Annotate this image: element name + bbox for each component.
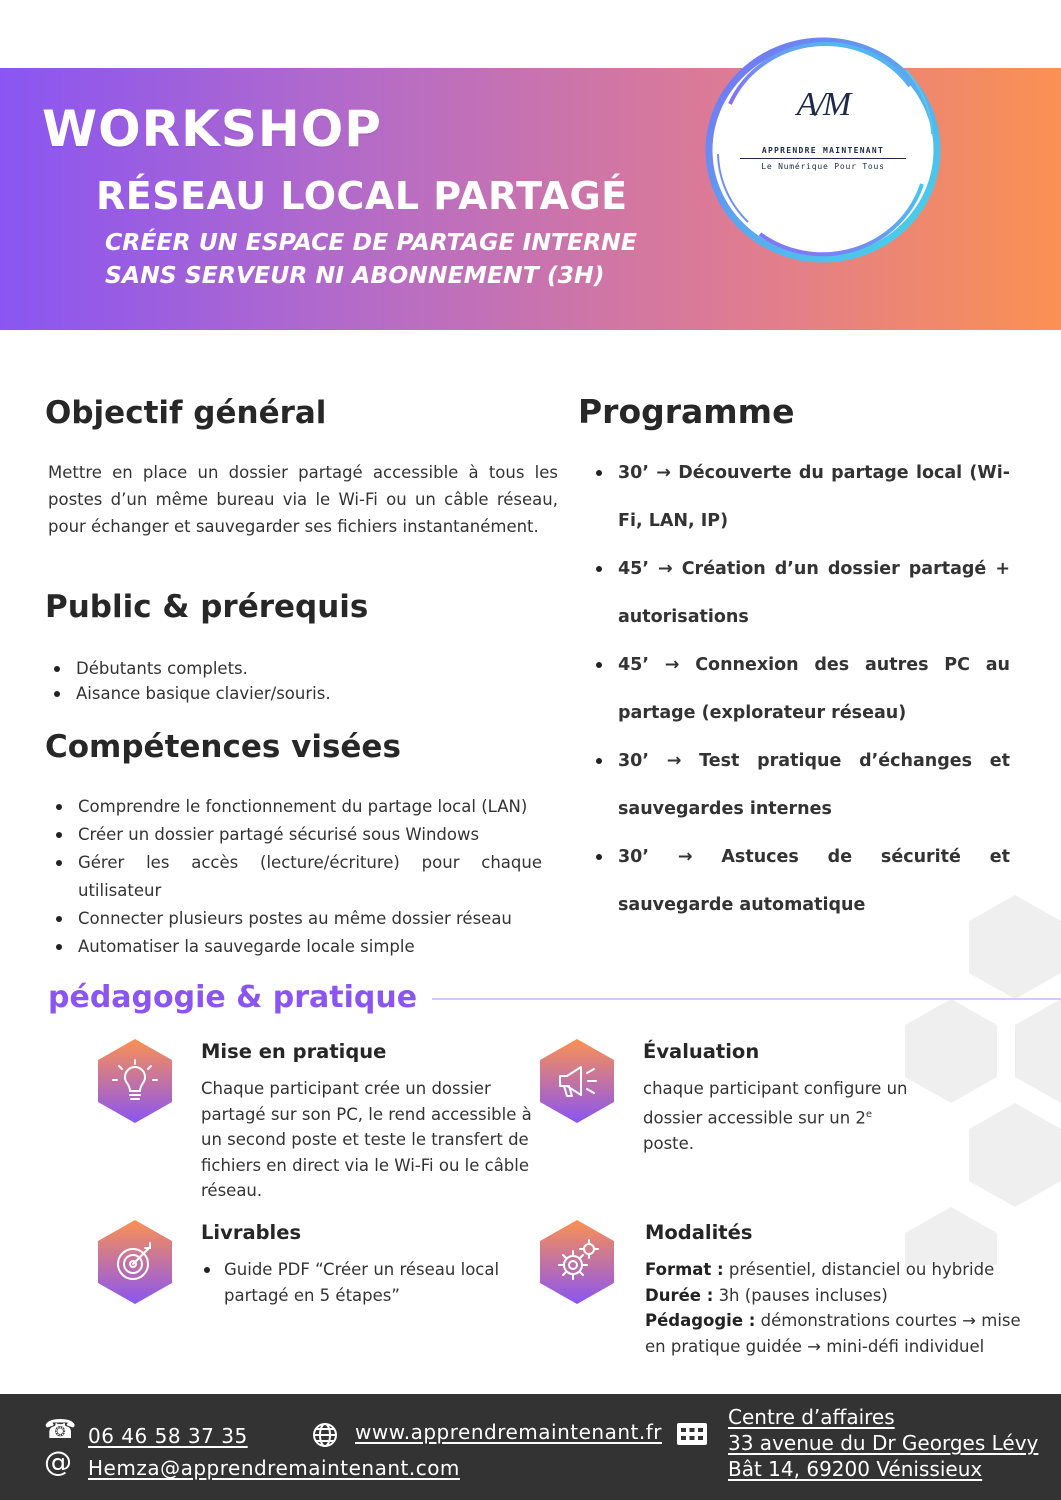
objectif-text: Mettre en place un dossier partagé accessible à tous les postes d’un même bureau via le Wi-Fi ou un câble réseau, pour échanger et sauvegarder ses fichiers instantanément. xyxy=(48,463,558,536)
hexagon-pattern-icon xyxy=(905,895,1061,1265)
gears-icon xyxy=(540,1220,614,1304)
footer xyxy=(0,1394,1061,1500)
evaluation-text-sup: e xyxy=(865,1108,873,1120)
modalites-format xyxy=(645,1257,1025,1283)
duree-value: 3h (pauses incluses) xyxy=(718,1285,888,1305)
website-link[interactable]: www.apprendremaintenant.fr xyxy=(355,1420,662,1444)
globe-icon xyxy=(312,1422,338,1453)
competences-list xyxy=(48,793,542,961)
public-heading: Public & prérequis xyxy=(45,589,369,625)
public-list xyxy=(46,656,546,706)
phone-link[interactable]: 06 46 58 37 35 xyxy=(88,1424,248,1448)
modalites-pedagogie xyxy=(645,1308,1025,1359)
lightbulb-icon xyxy=(98,1039,172,1123)
megaphone-icon xyxy=(540,1039,614,1123)
programme-list xyxy=(588,449,1010,929)
format-label: Format : xyxy=(645,1260,724,1279)
pedagogie-label: Pédagogie : xyxy=(645,1311,756,1330)
modalites-duree xyxy=(645,1283,1025,1309)
list-item: Gérer les accès (lecture/écriture) pour chaque utilisateur xyxy=(48,849,542,905)
list-item: 30’ → Astuces de sécurité et sauvegarde automatique xyxy=(588,833,1010,929)
evaluation-text-end: poste. xyxy=(643,1133,695,1153)
modalites-title: Modalités xyxy=(645,1221,753,1244)
modalites-text xyxy=(645,1257,1025,1359)
livrables-title: Livrables xyxy=(201,1221,302,1244)
subtitle-line-1: CRÉER UN ESPACE DE PARTAGE INTERNE xyxy=(105,228,637,256)
logo-monogram: A/M xyxy=(796,86,850,123)
subtitle-line-2: SANS SERVEUR NI ABONNEMENT (3H) xyxy=(105,261,605,289)
phone-icon: ☎ xyxy=(44,1414,77,1444)
workshop-label: WORKSHOP xyxy=(42,100,382,158)
list-item: Automatiser la sauvegarde locale simple xyxy=(48,933,542,961)
email-icon: @ xyxy=(44,1445,72,1478)
list-item: 30’ → Découverte du partage local (Wi-Fi, LAN, IP) xyxy=(588,449,1010,545)
list-item: 45’ → Création d’un dossier partagé + autorisations xyxy=(588,545,1010,641)
objectif-heading: Objectif général xyxy=(45,395,327,431)
building-icon xyxy=(676,1420,708,1451)
evaluation-text-main: chaque participant configure un dossier accessible sur un 2 xyxy=(643,1079,908,1127)
livrables-list xyxy=(196,1257,516,1308)
format-value: présentiel, distanciel ou hybride xyxy=(728,1260,995,1279)
address-line-2[interactable]: 33 avenue du Dr Georges Lévy xyxy=(728,1431,1039,1455)
address-line-1[interactable]: Centre d’affaires xyxy=(728,1405,895,1429)
brand-logo xyxy=(700,34,946,266)
list-item: Créer un dossier partagé sécurisé sous Windows xyxy=(48,821,542,849)
page-subtitle xyxy=(105,226,637,292)
list-item: 30’ → Test pratique d’échanges et sauvegardes internes xyxy=(588,737,1010,833)
list-item: Aisance basique clavier/souris. xyxy=(46,681,546,706)
section-divider xyxy=(432,998,1061,1000)
logo-divider xyxy=(740,158,906,159)
programme-heading: Programme xyxy=(578,392,795,431)
mise-en-pratique-title: Mise en pratique xyxy=(201,1040,387,1063)
list-item: 45’ → Connexion des autres PC au partage (explorateur réseau) xyxy=(588,641,1010,737)
logo-tagline: Le Numérique Pour Tous xyxy=(761,162,885,171)
list-item: Connecter plusieurs postes au même dossier réseau xyxy=(48,905,542,933)
page-title: RÉSEAU LOCAL PARTAGÉ xyxy=(96,174,628,218)
pedagogie-heading: pédagogie & pratique xyxy=(48,980,418,1015)
mise-en-pratique-text: Chaque participant crée un dossier partagé sur son PC, le rend accessible à un second poste et teste le transfert de fichiers en direct via le Wi-Fi ou le câble réseau. xyxy=(201,1079,532,1200)
evaluation-text xyxy=(643,1076,918,1156)
competences-heading: Compétences visées xyxy=(45,729,401,765)
email-link[interactable]: Hemza@apprendremaintenant.com xyxy=(88,1456,460,1480)
target-icon xyxy=(98,1220,172,1304)
pedagogie-value: démonstrations courtes → mise en pratique guidée → mini-défi individuel xyxy=(645,1311,1021,1356)
logo-brand-name: APPRENDRE MAINTENANT xyxy=(761,146,885,155)
duree-label: Durée : xyxy=(645,1285,714,1305)
list-item: Débutants complets. xyxy=(46,656,546,681)
list-item: Guide PDF “Créer un réseau local partagé en 5 étapes” xyxy=(196,1257,516,1308)
list-item: Comprendre le fonctionnement du partage local (LAN) xyxy=(48,793,542,821)
evaluation-title: Évaluation xyxy=(643,1040,760,1063)
address-line-3[interactable]: Bât 14, 69200 Vénissieux xyxy=(728,1457,983,1481)
